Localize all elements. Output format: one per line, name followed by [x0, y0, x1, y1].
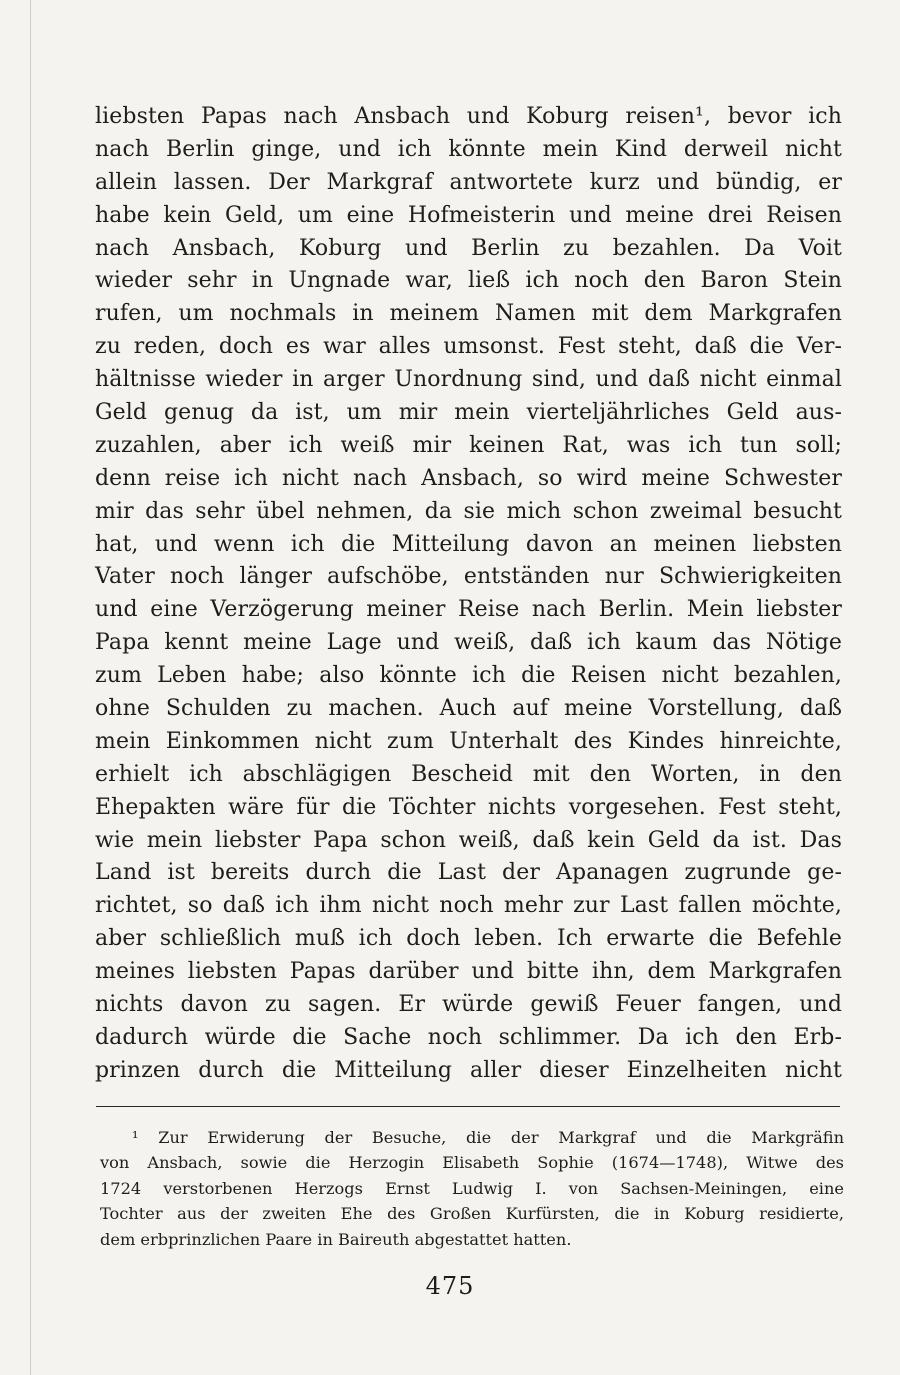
- body-line: zu reden, doch es war alles umsonst. Fest steht, daß die Ver-: [95, 334, 842, 360]
- body-line: nach Berlin ginge, und ich könnte mein Kind derweil nicht: [95, 136, 842, 162]
- body-line: prinzen durch die Mitteilung aller dieser Einzelheiten nicht: [95, 1057, 842, 1083]
- body-line: rufen, um nochmals in meinem Namen mit dem Markgrafen: [95, 301, 842, 327]
- body-line: nichts davon zu sagen. Er würde gewiß Feuer fangen, und: [95, 992, 842, 1018]
- page-number: 475: [425, 1272, 475, 1300]
- page-edge-line: [30, 0, 31, 1375]
- body-line: denn reise ich nicht nach Ansbach, so wird meine Schwester: [95, 465, 842, 491]
- body-line: richtet, so daß ich ihm nicht noch mehr zur Last fallen möchte,: [95, 893, 842, 919]
- footnote: [100, 1125, 844, 1252]
- body-line: Vater noch länger aufschöbe, entständen nur Schwierigkeiten: [95, 564, 842, 590]
- body-line: nach Ansbach, Koburg und Berlin zu bezahlen. Da Voit: [95, 235, 842, 261]
- body-line: zum Leben habe; also könnte ich die Reisen nicht bezahlen,: [95, 663, 842, 689]
- body-line: habe kein Geld, um eine Hofmeisterin und meine drei Reisen: [95, 202, 842, 228]
- body-line: liebsten Papas nach Ansbach und Koburg reisen¹, bevor ich: [95, 104, 842, 129]
- body-line: wie mein liebster Papa schon weiß, daß kein Geld da ist. Das: [95, 827, 842, 853]
- body-line: wieder sehr in Ungnade war, ließ ich noch den Baron Stein: [95, 268, 842, 294]
- body-line: erhielt ich abschlägigen Bescheid mit den Worten, in den: [95, 761, 842, 787]
- body-line: Papa kennt meine Lage und weiß, daß ich kaum das Nötige: [95, 630, 842, 656]
- body-line: ohne Schulden zu machen. Auch auf meine Vorstellung, daß: [95, 696, 842, 722]
- body-line: hältnisse wieder in arger Unordnung sind, und daß nicht einmal: [95, 367, 842, 393]
- body-line: mein Einkommen nicht zum Unterhalt des Kindes hinreichte,: [95, 728, 842, 754]
- footnote-line: Tochter aus der zweiten Ehe des Großen Kurfürsten, die in Koburg residierte,: [100, 1204, 844, 1224]
- body-line: mir das sehr übel nehmen, da sie mich schon zweimal besucht: [95, 498, 842, 524]
- body-line: dadurch würde die Sache noch schlimmer. Da ich den Erb-: [95, 1024, 842, 1050]
- footnote-line: von Ansbach, sowie die Herzogin Elisabeth Sophie (1674—1748), Witwe des: [100, 1153, 844, 1173]
- body-line: Geld genug da ist, um mir mein vierteljährliches Geld aus-: [95, 400, 842, 426]
- body-line: Ehepakten wäre für die Töchter nichts vorgesehen. Fest steht,: [95, 794, 842, 820]
- footnote-line: ¹ Zur Erwiderung der Besuche, die der Markgraf und die Markgräfin: [132, 1128, 844, 1147]
- body-line: Land ist bereits durch die Last der Apanagen zugrunde ge-: [95, 860, 842, 886]
- footnote-line: dem erbprinzlichen Paare in Baireuth abgestattet hatten.: [100, 1229, 572, 1249]
- body-line: allein lassen. Der Markgraf antwortete kurz und bündig, er: [95, 169, 842, 195]
- footnote-divider: [96, 1106, 840, 1107]
- body-text: [95, 101, 842, 1088]
- body-line: und eine Verzögerung meiner Reise nach Berlin. Mein liebster: [95, 597, 842, 623]
- body-line: meines liebsten Papas darüber und bitte ihn, dem Markgrafen: [95, 959, 842, 985]
- body-line: zuzahlen, aber ich weiß mir keinen Rat, was ich tun soll;: [95, 432, 842, 458]
- footnote-line: 1724 verstorbenen Herzogs Ernst Ludwig I. von Sachsen-Meiningen, eine: [100, 1178, 844, 1198]
- body-line: aber schließlich muß ich doch leben. Ich erwarte die Befehle: [95, 926, 842, 952]
- body-line: hat, und wenn ich die Mitteilung davon an meinen liebsten: [95, 531, 842, 557]
